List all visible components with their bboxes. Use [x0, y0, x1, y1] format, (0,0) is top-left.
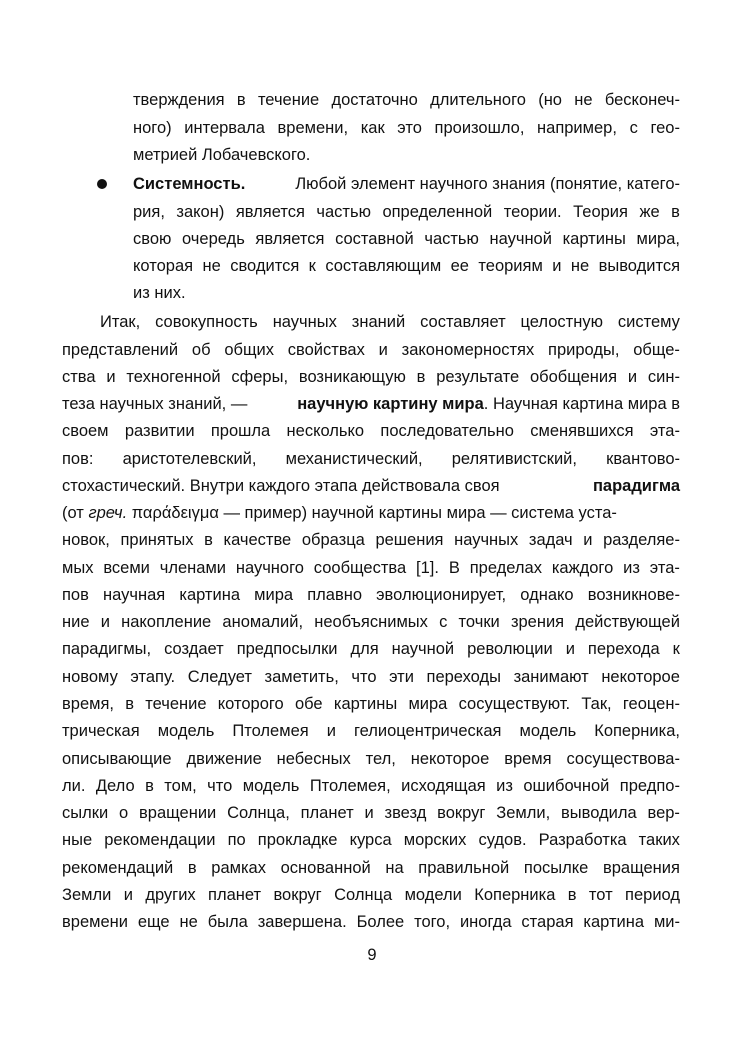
bullet-first-line-text: Любой элемент научного знания (понятие, катего-	[295, 175, 680, 193]
paragraph-line: новому этапу. Следует заметить, что эти переходы занимают некоторое	[62, 668, 680, 686]
paragraph-line: рекомендаций в рамках основанной на правильной посылке вращения	[62, 859, 680, 877]
paragraph-line: пов: аристотелевский, механистический, релятивистский, квантово-	[62, 450, 680, 468]
paragraph-line-with-bold	[62, 394, 680, 414]
bullet-text-line: свою очередь является составной частью научной картины мира,	[133, 230, 680, 248]
paragraph-line: пов научная картина мира плавно эволюционирует, однако возникнове-	[62, 586, 680, 604]
paragraph-line: ли. Дело в том, что модель Птолемея, исходящая из ошибочной предпо-	[62, 777, 680, 795]
bullet-text-line: рия, закон) является частью определенной теории. Теория же в	[133, 203, 680, 221]
bullet-first-line	[133, 174, 680, 194]
italic-term: греч.	[88, 504, 128, 522]
bullet-term: Системность.	[133, 175, 246, 193]
bullet-text-line: из них.	[133, 284, 186, 302]
paragraph-line: Итак, совокупность научных знаний составляет целостную систему	[100, 313, 680, 331]
paragraph-text: παράδειγμα — пример) научной картины мира — система уста-	[131, 504, 617, 522]
paragraph-line: Земли и других планет вокруг Солнца модели Коперника в тот период	[62, 886, 680, 904]
paragraph-line: парадигмы, создает предпосылки для научной революции и перехода к	[62, 640, 680, 658]
paragraph-text: (от	[62, 504, 84, 522]
paragraph-text: стохастический. Внутри каждого этапа действовала своя	[62, 477, 500, 495]
bullet-icon	[97, 179, 107, 189]
paragraph-text: теза научных знаний, —	[62, 395, 248, 413]
paragraph-line: ные рекомендации по прокладке курса морских судов. Разработка таких	[62, 831, 680, 849]
bold-term: научную картину мира	[297, 395, 484, 413]
paragraph-line: трическая модель Птолемея и гелиоцентрическая модель Коперника,	[62, 722, 680, 740]
paragraph-line: ние и накопление аномалий, необъяснимых с точки зрения действующей	[62, 613, 680, 631]
paragraph-line: сылки о вращении Солнца, планет и звезд вокруг Земли, выводила вер-	[62, 804, 680, 822]
list-text-line: ного) интервала времени, как это произошло, например, с гео-	[133, 119, 680, 137]
paragraph-line-with-italic	[62, 503, 680, 523]
paragraph-line: представлений об общих свойствах и закономерностях природы, обще-	[62, 341, 680, 359]
paragraph-text: . Научная картина мира в	[483, 395, 680, 413]
bullet-text-line: которая не сводится к составляющим ее теориям и не выводится	[133, 257, 680, 275]
paragraph-line: новок, принятых в качестве образца решения научных задач и разделяе-	[62, 531, 680, 549]
list-text-line: тверждения в течение достаточно длительного (но не бесконеч-	[133, 91, 680, 109]
list-text-line: метрией Лобачевского.	[133, 146, 311, 164]
page-number: 9	[367, 946, 377, 964]
paragraph-line: своем развитии прошла несколько последовательно сменявшихся эта-	[62, 422, 680, 440]
paragraph-line: ства и техногенной сферы, возникающую в результате обобщения и син-	[62, 368, 680, 386]
paragraph-line: описывающие движение небесных тел, некоторое время сосуществова-	[62, 750, 680, 768]
paragraph-line-with-bold	[62, 476, 680, 496]
paragraph-line: времени еще не была завершена. Более того, иногда старая картина ми-	[62, 913, 680, 931]
paragraph-line: время, в течение которого обе картины мира сосуществуют. Так, геоцен-	[62, 695, 680, 713]
bold-term: парадигма	[592, 477, 680, 495]
paragraph-line: мых всеми членами научного сообщества [1]. В пределах каждого из эта-	[62, 559, 680, 577]
